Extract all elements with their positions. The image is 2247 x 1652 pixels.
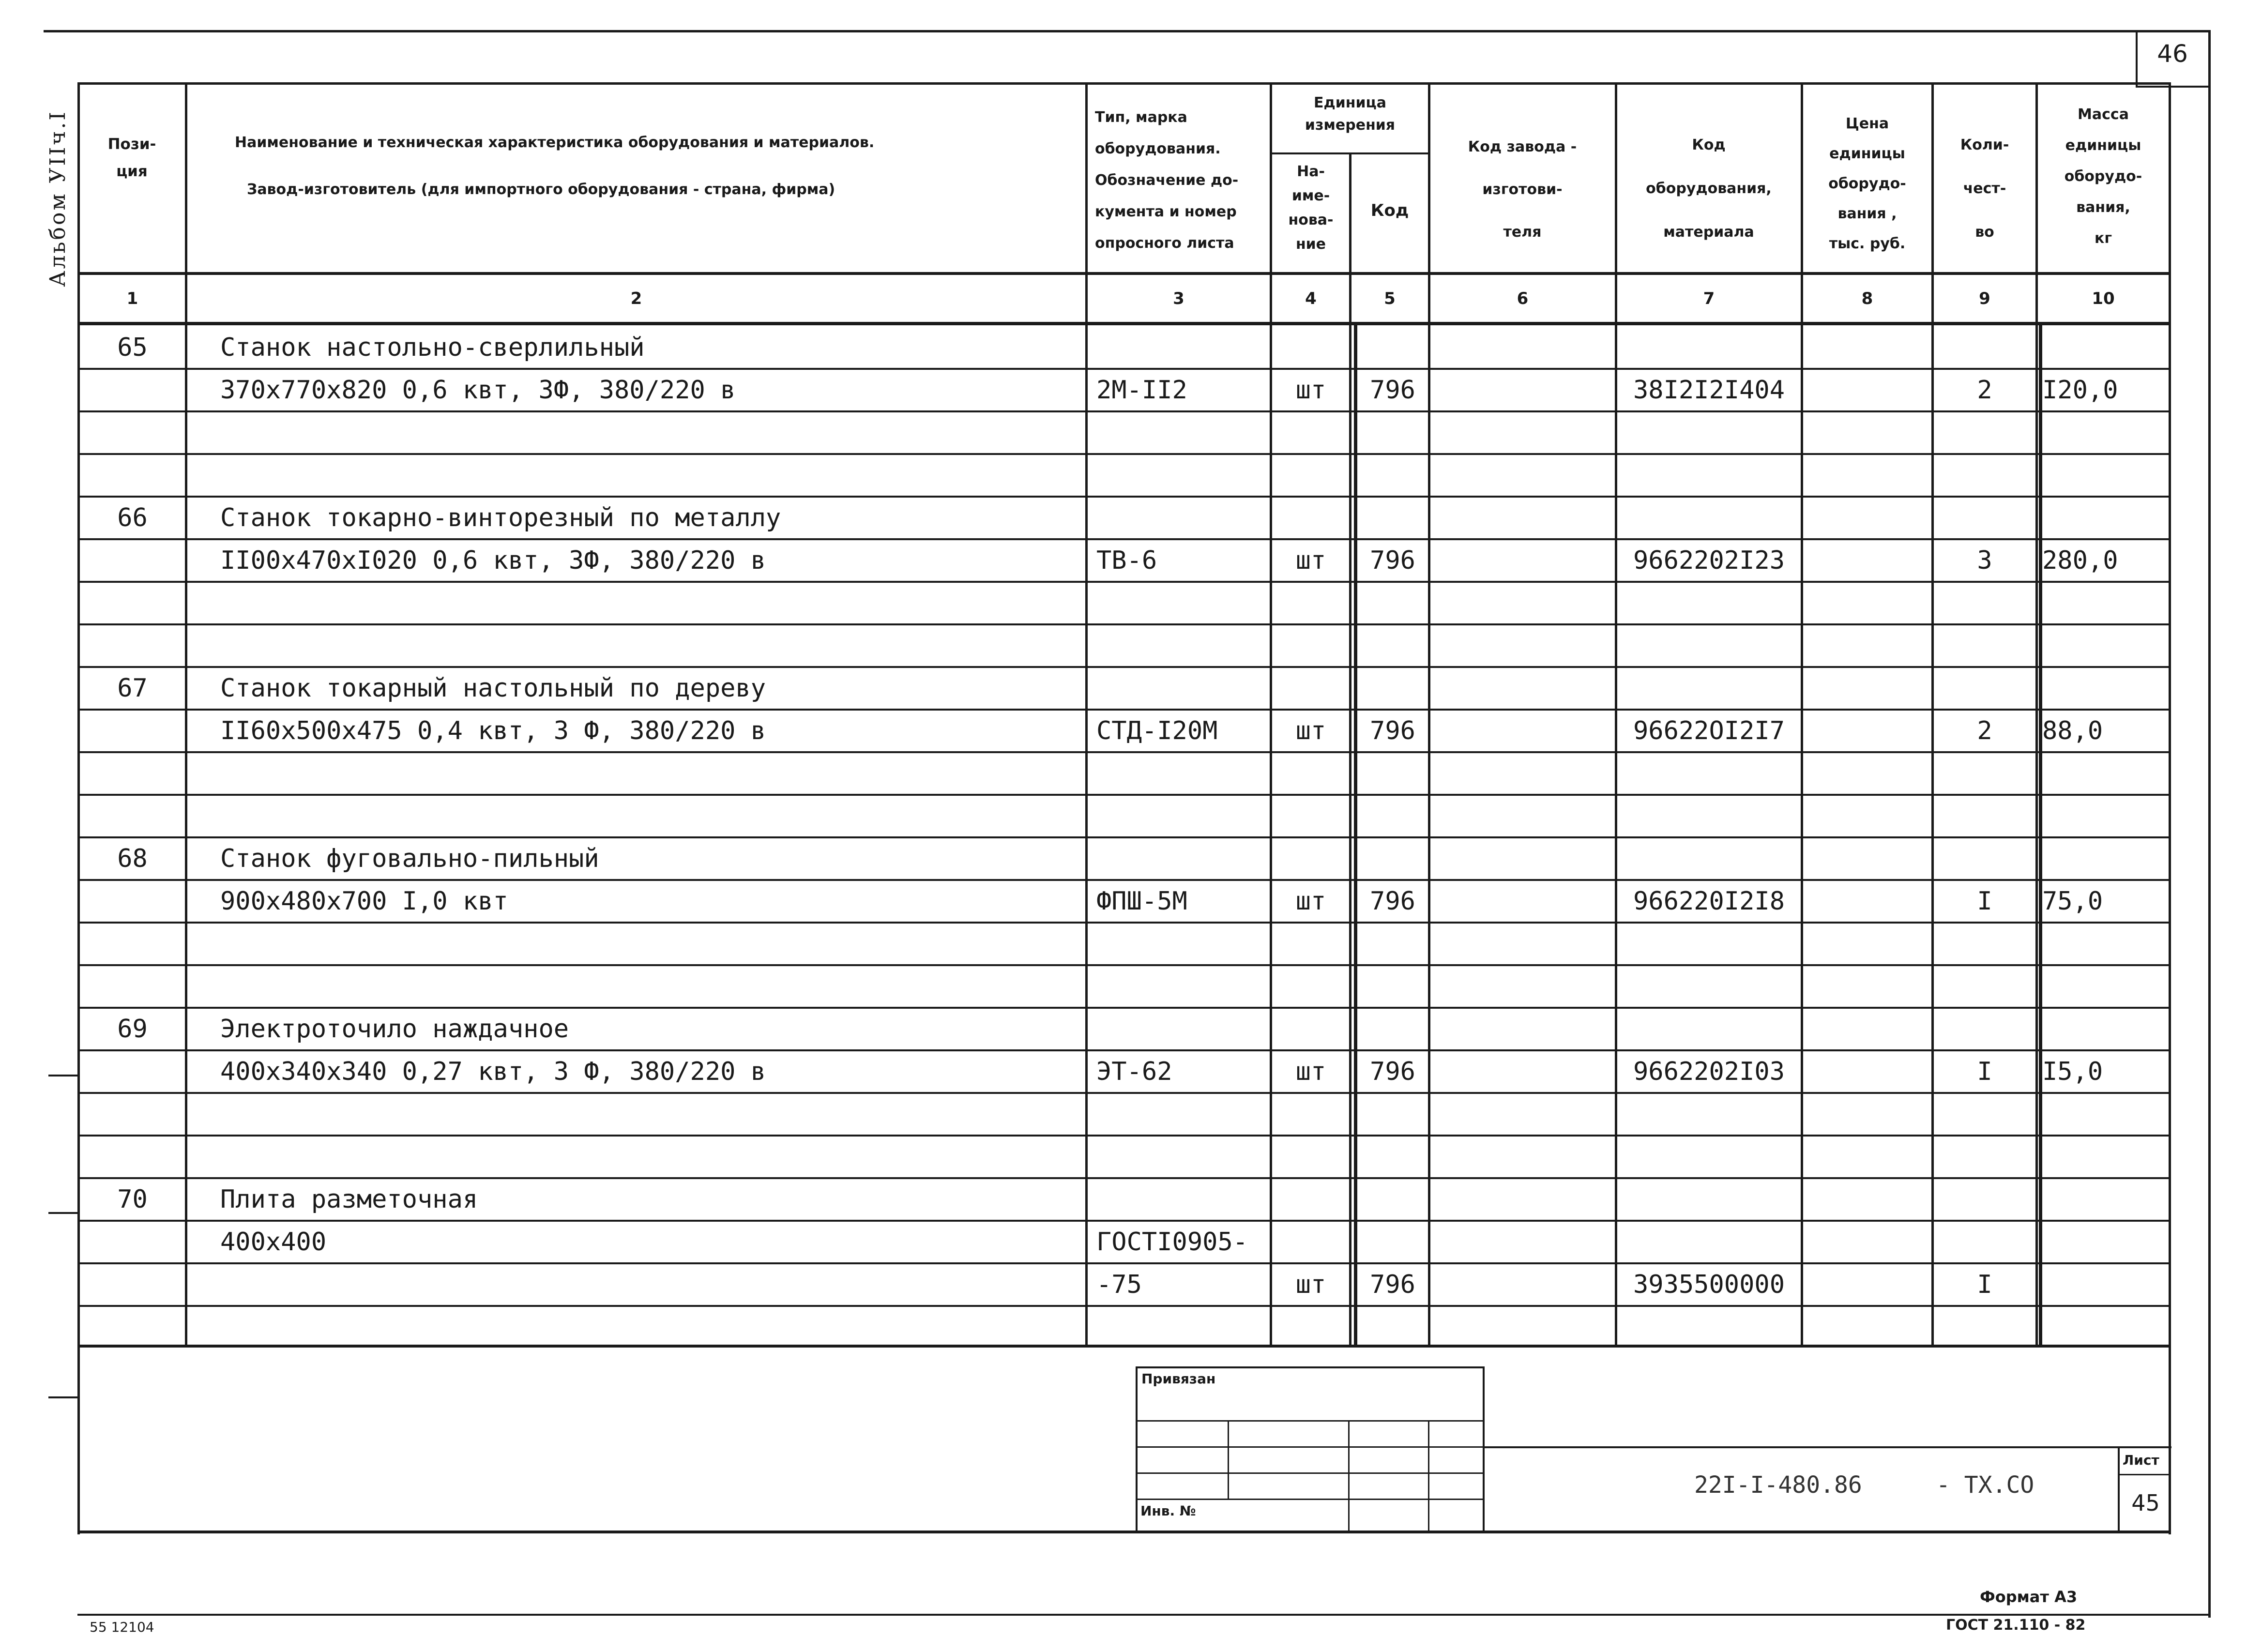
header-unit-name-line: ние: [1295, 236, 1326, 253]
equipment-code: 38I2I2I404: [1633, 376, 1785, 405]
equipment-spec: 370x770x820 0,6 квт, 3Ф, 380/220 в: [220, 376, 736, 405]
header-factory-code-line: Код завода -: [1468, 138, 1577, 155]
equipment-type: 2М-II2: [1096, 376, 1187, 405]
stamp-line: [1136, 1446, 1484, 1448]
column-number: 6: [1517, 289, 1529, 308]
equipment-name: Станок фуговально-пильный: [220, 844, 599, 873]
unit-name: шт: [1295, 887, 1326, 916]
equipment-code: 9662202I23: [1633, 546, 1785, 575]
unit-name: шт: [1295, 546, 1326, 575]
header-equipment-code: [1617, 123, 1800, 254]
header-unit-group: [1272, 92, 1428, 136]
header-type-line: Обозначение до-: [1095, 172, 1239, 189]
col-divider-bold: [2039, 322, 2042, 1347]
unit-name: шт: [1295, 376, 1326, 405]
header-type-line: оборудования.: [1095, 140, 1221, 157]
unit-code: 796: [1370, 887, 1415, 916]
quantity: 2: [1977, 376, 1992, 405]
equipment-spec: 900x480x700 I,0 квт: [220, 887, 508, 916]
column-number: 4: [1305, 289, 1317, 308]
equipment-spec: II00x470xI020 0,6 квт, 3Ф, 380/220 в: [220, 546, 766, 575]
column-number: 8: [1861, 289, 1873, 308]
gost-label: ГОСТ 21.110 - 82: [1946, 1617, 2086, 1634]
position-number: 67: [117, 674, 148, 703]
column-number: 9: [1979, 289, 1990, 308]
edge-tick: [48, 1396, 77, 1398]
header-factory-code-line: изготови-: [1482, 181, 1563, 198]
page-number-box-bottom: [2136, 86, 2208, 88]
row-divider: [77, 794, 2171, 796]
unit-mass: 75,0: [2042, 887, 2103, 916]
document-suffix: - ТХ.СО: [1936, 1471, 2034, 1499]
header-equipment-code-line: оборудования,: [1646, 180, 1772, 197]
quantity: 2: [1977, 716, 1992, 745]
row-divider: [77, 453, 2171, 455]
header-unit-code: Код: [1370, 201, 1409, 220]
equipment-type-continued: -75: [1096, 1270, 1142, 1299]
header-unit-group-line: Единица: [1314, 94, 1386, 111]
unit-mass: 88,0: [2042, 716, 2103, 745]
header-type: [1095, 102, 1269, 259]
header-mass-line: вания,: [2076, 199, 2130, 216]
header-position-line: ция: [116, 163, 148, 180]
header-unit-name-line: нова-: [1288, 212, 1334, 228]
unit-code: 796: [1370, 546, 1415, 575]
column-number: 10: [2092, 289, 2115, 308]
equipment-name: Электроточило наждачное: [220, 1015, 569, 1044]
stamp-line: [1348, 1420, 1350, 1531]
header-price: [1803, 109, 1931, 259]
header-price-line: вания ,: [1837, 205, 1897, 222]
header-type-line: кумента и номер: [1095, 203, 1237, 220]
sheet-box-line: [2118, 1446, 2120, 1531]
position-number: 69: [117, 1015, 148, 1044]
edge-tick: [48, 1075, 77, 1076]
header-price-line: тыс. руб.: [1829, 235, 1906, 252]
header-factory-code: [1430, 126, 1614, 254]
stamp-line: [1136, 1366, 1138, 1531]
column-number: 2: [630, 289, 642, 308]
equipment-name: Станок настольно-сверлильный: [220, 333, 645, 362]
stamp-line: [1228, 1420, 1229, 1499]
header-price-line: единицы: [1829, 145, 1905, 162]
equipment-type: ЭТ-62: [1096, 1057, 1172, 1086]
header-price-line: оборудо-: [1828, 175, 1906, 192]
header-equipment-code-line: материала: [1663, 224, 1754, 241]
stamp-line: [1484, 1446, 2171, 1448]
position-number: 65: [117, 333, 148, 362]
row-divider: [77, 623, 2171, 625]
stamp-line: [1483, 1366, 1485, 1531]
equipment-spec: 400x340x340 0,27 квт, 3 Ф, 380/220 в: [220, 1057, 766, 1086]
header-position: [80, 131, 184, 185]
unit-name: шт: [1295, 1270, 1326, 1299]
unit-code: 796: [1370, 1057, 1415, 1086]
equipment-code: 3935500000: [1633, 1270, 1785, 1299]
header-quantity-line: Коли-: [1960, 136, 2009, 153]
position-number: 68: [117, 844, 148, 873]
header-mass-line: оборудо-: [2064, 168, 2142, 185]
header-name-line2: Завод-изготовитель (для импортного оборудования - страна, фирма): [247, 181, 835, 198]
header-quantity: [1934, 123, 2035, 254]
header-mass-line: кг: [2094, 230, 2112, 247]
frame-bottom-line: [77, 1614, 2211, 1616]
header-equipment-code-line: Код: [1692, 136, 1726, 153]
header-quantity-line: во: [1975, 224, 1994, 241]
table-top: [77, 82, 2171, 85]
equipment-type: ГОСТI0905-: [1096, 1228, 1248, 1257]
equipment-name: Станок токарный настольный по дереву: [220, 674, 766, 703]
colnum-bottom: [77, 322, 2171, 325]
header-type-line: опросного листа: [1095, 235, 1234, 252]
header-unit-group-line: измерения: [1305, 117, 1396, 134]
equipment-code: 966220I2I8: [1633, 887, 1785, 916]
column-number: 1: [126, 289, 138, 308]
header-name-line1: Наименование и техническая характеристика оборудования и материалов.: [235, 134, 875, 151]
position-number: 70: [117, 1185, 148, 1214]
quantity: I: [1977, 1057, 1992, 1086]
frame-right-line: [2208, 30, 2211, 1618]
unit-code: 796: [1370, 716, 1415, 745]
stamp-line: [1136, 1420, 1484, 1422]
equipment-name: Плита разметочная: [220, 1185, 478, 1214]
header-price-line: Цена: [1845, 115, 1889, 132]
column-number: 5: [1384, 289, 1396, 308]
header-unit-name: [1272, 160, 1350, 257]
page-number: 46: [2157, 40, 2188, 68]
unit-mass: 280,0: [2042, 546, 2118, 575]
header-bottom: [77, 272, 2171, 275]
col-divider-bold: [1354, 322, 1357, 1347]
header-unit-name-line: На-: [1297, 163, 1325, 180]
header-unit-name-line: име-: [1291, 187, 1330, 204]
column-number: 3: [1173, 289, 1184, 308]
stamp-bound-label: Привязан: [1141, 1371, 1216, 1387]
quantity: 3: [1977, 546, 1992, 575]
format-label: Формат А3: [1980, 1588, 2078, 1606]
album-label: Альбом УIIч.I: [46, 110, 70, 287]
frame-top-line: [44, 30, 2210, 32]
unit-mass: I5,0: [2042, 1057, 2103, 1086]
stamp-line: [1136, 1366, 1484, 1368]
table-outer-bottom: [77, 1531, 2171, 1533]
equipment-type: СТД-I20М: [1096, 716, 1218, 745]
stamp-line: [1428, 1420, 1429, 1531]
equipment-code: 9662202I03: [1633, 1057, 1785, 1086]
header-mass-line: Масса: [2078, 106, 2129, 123]
header-mass: [2038, 99, 2169, 254]
page-number-box-left: [2136, 30, 2138, 87]
unit-name: шт: [1295, 1057, 1326, 1086]
stamp-inv-label: Инв. №: [1140, 1503, 1196, 1519]
table-border-right: [2169, 82, 2171, 1534]
header-factory-code-line: теля: [1503, 224, 1542, 241]
unit-name: шт: [1295, 716, 1326, 745]
unit-code: 796: [1370, 376, 1415, 405]
stamp-line: [1136, 1472, 1484, 1474]
header-position-line: Пози-: [107, 136, 156, 153]
equipment-code: 96622OI2I7: [1633, 716, 1785, 745]
unit-code: 796: [1370, 1270, 1415, 1299]
equipment-spec: 400x400: [220, 1228, 327, 1257]
position-number: 66: [117, 503, 148, 532]
row-divider: [77, 964, 2171, 966]
quantity: I: [1977, 1270, 1992, 1299]
unit-group-divider: [1270, 152, 1430, 154]
unit-mass: I20,0: [2042, 376, 2118, 405]
sheet-number: 45: [2131, 1490, 2160, 1516]
header-quantity-line: чест-: [1963, 180, 2006, 197]
column-number: 7: [1703, 289, 1715, 308]
equipment-type: ФПШ-5М: [1096, 887, 1187, 916]
equipment-spec: II60x500x475 0,4 квт, 3 Ф, 380/220 в: [220, 716, 766, 745]
header-type-line: Тип, марка: [1095, 109, 1187, 126]
quantity: I: [1977, 887, 1992, 916]
header-mass-line: единицы: [2065, 137, 2141, 154]
equipment-type: ТВ-6: [1096, 546, 1157, 575]
edge-tick: [48, 1212, 77, 1214]
document-code: 22I-I-480.86: [1694, 1471, 1862, 1499]
equipment-name: Станок токарно-винторезный по металлу: [220, 503, 781, 532]
row-divider: [77, 1135, 2171, 1137]
sheet-label: Лист: [2123, 1452, 2159, 1468]
table-body-bottom: [77, 1345, 2171, 1348]
sheet-box-line: [2118, 1474, 2171, 1475]
stamp-line: [1136, 1499, 1484, 1500]
footer-left-number: 55 12104: [90, 1619, 154, 1635]
